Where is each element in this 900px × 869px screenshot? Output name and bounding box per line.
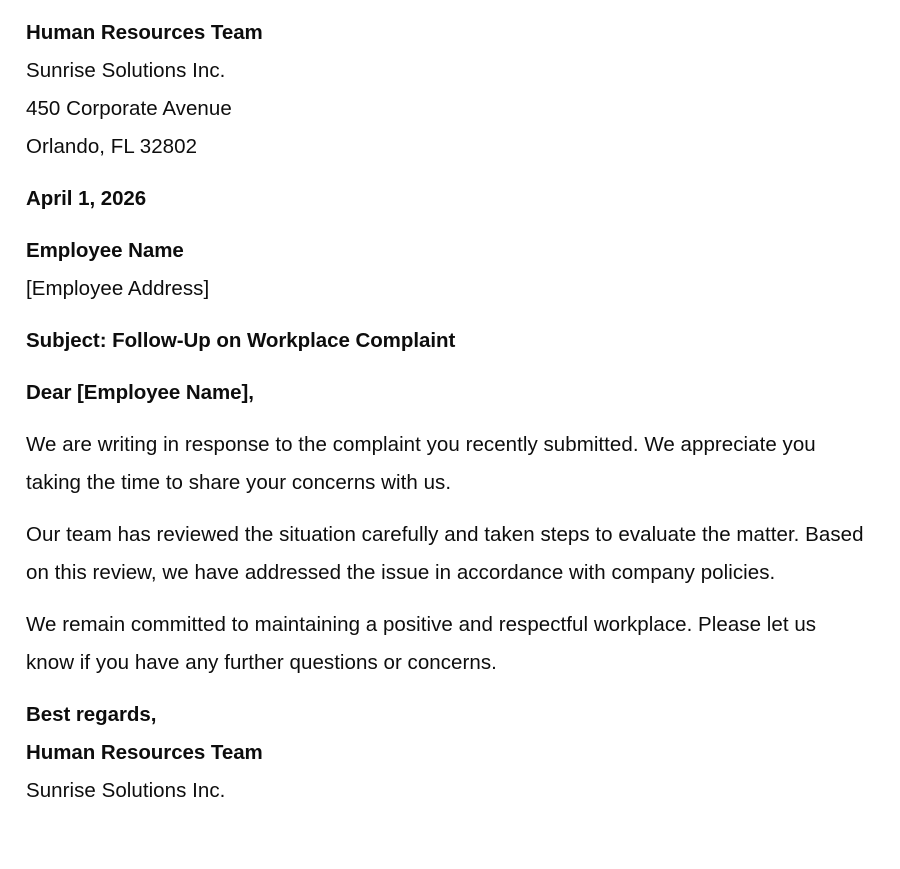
sender-company: Sunrise Solutions Inc. — [26, 59, 226, 82]
paragraph-text: We are writing in response to the complaint you recently submitted. We appreciate you taking the time to share your concerns with us. — [26, 433, 816, 494]
paragraph-text: We remain committed to maintaining a positive and respectful workplace. Please let us know if you have any further questions or concerns. — [26, 613, 817, 674]
signature-name: Human Resources Team — [26, 741, 263, 764]
closing-block — [26, 696, 870, 810]
sender-name: Human Resources Team — [26, 21, 263, 44]
subject-block — [26, 322, 870, 360]
body-paragraph-3 — [26, 606, 870, 682]
paragraph-text: Our team has reviewed the situation carefully and taken steps to evaluate the matter. Based on this review, we have addressed the issue in accordance with company policies. — [26, 523, 864, 584]
body-paragraph-2 — [26, 516, 870, 592]
salutation-block — [26, 374, 870, 412]
body-paragraph-1 — [26, 426, 870, 502]
salutation: Dear [Employee Name], — [26, 381, 254, 404]
signature-company: Sunrise Solutions Inc. — [26, 779, 226, 802]
subject-line: Subject: Follow-Up on Workplace Complaint — [26, 329, 456, 352]
sender-city-state-zip: Orlando, FL 32802 — [26, 135, 198, 158]
date-block — [26, 180, 870, 218]
recipient-name: Employee Name — [26, 239, 184, 262]
letter-date: April 1, 2026 — [26, 187, 147, 210]
recipient-address: [Employee Address] — [26, 277, 210, 300]
sender-street: 450 Corporate Avenue — [26, 97, 232, 120]
valediction: Best regards, — [26, 703, 157, 726]
recipient-address-block — [26, 232, 870, 308]
sender-address-block — [26, 14, 870, 166]
